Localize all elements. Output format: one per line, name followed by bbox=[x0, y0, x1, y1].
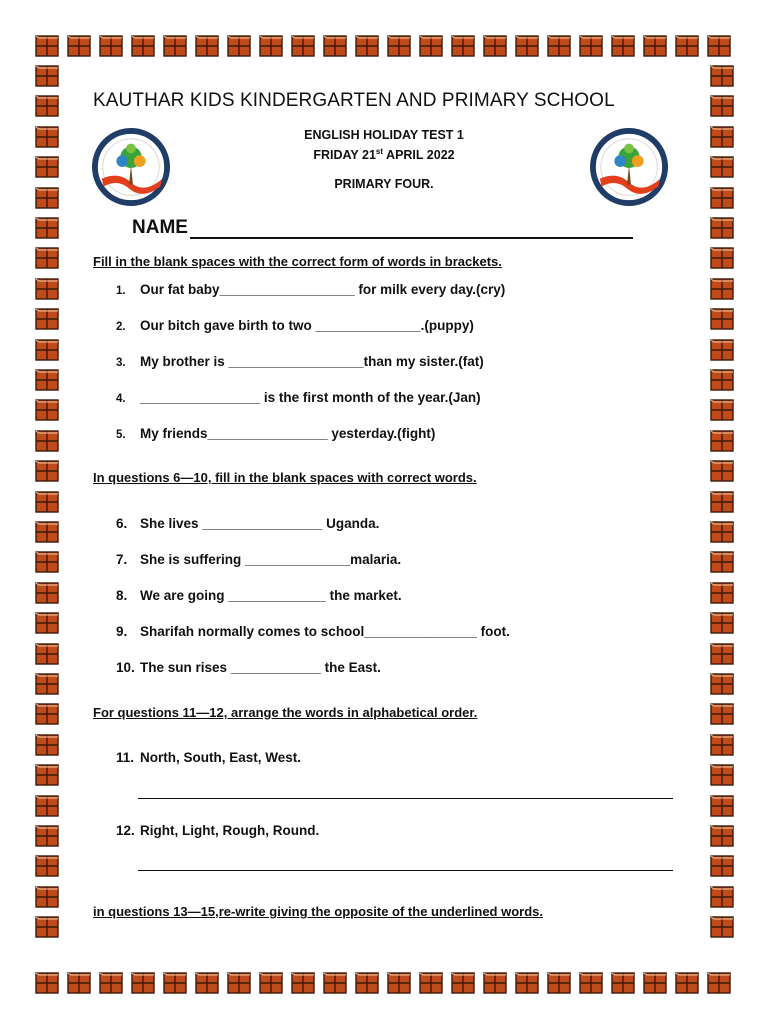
question-11: 11. North, South, East, West. bbox=[116, 750, 302, 765]
question-4: 4. ________________ is the first month of the year.(Jan) bbox=[116, 390, 481, 405]
instruction-4: in questions 13—15,re-write giving the opposite of the underlined words. bbox=[93, 904, 543, 919]
question-12: 12. Right, Light, Rough, Round. bbox=[116, 823, 320, 838]
name-blank[interactable] bbox=[190, 219, 633, 239]
question-1: 1. Our fat baby__________________ for milk every day.(cry) bbox=[116, 282, 506, 297]
answer-line-11[interactable] bbox=[138, 798, 673, 799]
test-title: ENGLISH HOLIDAY TEST 1 bbox=[304, 128, 464, 142]
question-8: 8. We are going _____________ the market. bbox=[116, 588, 402, 603]
class-label: PRIMARY FOUR. bbox=[334, 177, 434, 191]
question-2: 2. Our bitch gave birth to two ______________.(puppy) bbox=[116, 318, 474, 333]
question-3: 3. My brother is __________________than my sister.(fat) bbox=[116, 354, 484, 369]
school-name: KAUTHAR KIDS KINDERGARTEN AND PRIMARY SCHOOL bbox=[93, 90, 615, 111]
question-10: 10. The sun rises ____________ the East. bbox=[116, 660, 381, 675]
question-5: 5. My friends________________ yesterday.(fight) bbox=[116, 426, 436, 441]
answer-line-12[interactable] bbox=[138, 870, 673, 871]
name-label: NAME bbox=[132, 217, 188, 238]
question-7: 7. She is suffering ______________malaria. bbox=[116, 552, 402, 567]
instruction-1: Fill in the blank spaces with the correct form of words in brackets. bbox=[93, 254, 502, 269]
question-6: 6. She lives ________________ Uganda. bbox=[116, 516, 380, 531]
name-field[interactable] bbox=[132, 217, 633, 239]
instruction-3: For questions 11—12, arrange the words in alphabetical order. bbox=[93, 705, 478, 720]
instruction-2: In questions 6—10, fill in the blank spaces with correct words. bbox=[93, 470, 477, 485]
question-9: 9. Sharifah normally comes to school_______________ foot. bbox=[116, 624, 510, 639]
test-date: FRIDAY 21st APRIL 2022 bbox=[313, 147, 455, 163]
